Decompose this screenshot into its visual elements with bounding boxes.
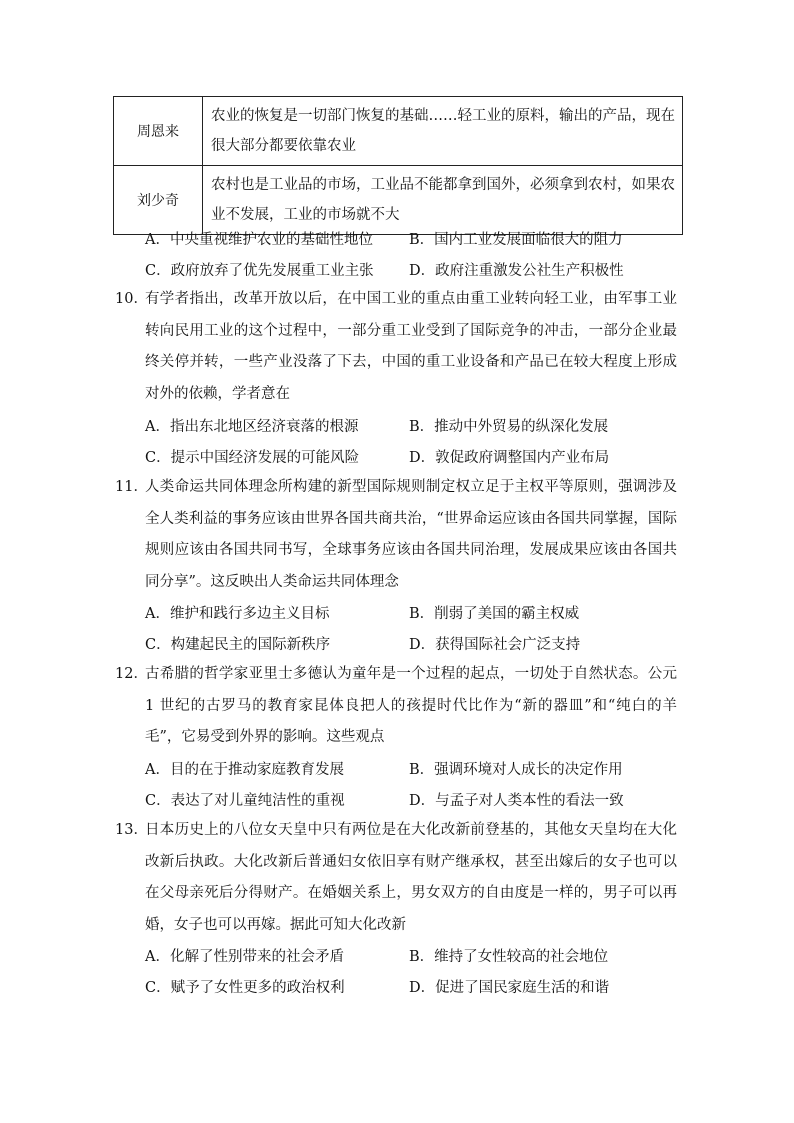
table-row bbox=[114, 166, 683, 235]
q13-option-d: D．促进了国民家庭生活的和谐 bbox=[409, 980, 610, 996]
q11-option-d: D．获得国际社会广泛支持 bbox=[409, 637, 581, 653]
question-stem: 有学者指出，改革开放以后，在中国工业的重点由重工业转向轻工业，由军事工业转向民用工业的这个过程中，一部分重工业受到了国际竞争的冲击，一部分企业最终关停并转，一些产业没落了下去，中国的重工业设备和产品已在较大程度上形成对外的依赖，学者意在 bbox=[145, 291, 677, 402]
question-number: 12． bbox=[115, 666, 148, 682]
q9-option-d: D．政府注重激发公社生产积极性 bbox=[409, 263, 624, 279]
question-12 bbox=[115, 659, 677, 754]
q12-option-b: B．强调环境对人成长的决定作用 bbox=[409, 762, 623, 778]
q13-option-a: A．化解了性别带来的社会矛盾 bbox=[145, 949, 344, 965]
table-quote: 农业的恢复是一切部门恢复的基础……轻工业的原料，输出的产品，现在很大部分都要依靠农业 bbox=[203, 97, 683, 166]
question-number: 11． bbox=[115, 479, 148, 495]
q11-option-b: B．削弱了美国的霸主权威 bbox=[409, 606, 580, 622]
q10-option-d: D．敦促政府调整国内产业布局 bbox=[409, 450, 610, 466]
q13-option-b: B．维持了女性较高的社会地位 bbox=[409, 949, 609, 965]
q10-option-c: C．提示中国经济发展的可能风险 bbox=[145, 450, 360, 466]
question-stem: 古希腊的哲学家亚里士多德认为童年是一个过程的起点，一切处于自然状态。公元 1 世纪的古罗马的教育家昆体良把人的孩提时代比作为“新的器皿”和“纯白的羊毛”，它易受到外界的影响。这些观点 bbox=[145, 666, 677, 745]
quote-table bbox=[113, 96, 683, 235]
question-11 bbox=[115, 472, 677, 598]
q10-option-a: A．指出东北地区经济衰落的根源 bbox=[145, 419, 359, 435]
q9-option-b: B．国内工业发展面临很大的阻力 bbox=[409, 232, 623, 248]
q9-option-a: A．中央重视维护农业的基础性地位 bbox=[145, 232, 373, 248]
q12-option-c: C．表达了对儿童纯洁性的重视 bbox=[145, 793, 345, 809]
q11-option-c: C．构建起民主的国际新秩序 bbox=[145, 637, 331, 653]
q11-option-a: A．维护和践行多边主义目标 bbox=[145, 606, 330, 622]
question-10 bbox=[115, 284, 677, 410]
q13-option-c: C．赋予了女性更多的政治权利 bbox=[145, 980, 345, 996]
table-row bbox=[114, 97, 683, 166]
table-person: 刘少奇 bbox=[114, 166, 203, 235]
q10-option-b: B．推动中外贸易的纵深化发展 bbox=[409, 419, 609, 435]
question-number: 13． bbox=[115, 822, 148, 838]
q9-option-c: C．政府放弃了优先发展重工业主张 bbox=[145, 263, 374, 279]
q12-option-d: D．与孟子对人类本性的看法一致 bbox=[409, 793, 624, 809]
question-13 bbox=[115, 815, 677, 941]
q12-option-a: A．目的在于推动家庭教育发展 bbox=[145, 762, 344, 778]
table-quote: 农村也是工业品的市场，工业品不能都拿到国外，必须拿到农村，如果农业不发展，工业的市场就不大 bbox=[203, 166, 683, 235]
question-number: 10． bbox=[115, 291, 148, 307]
question-stem: 人类命运共同体理念所构建的新型国际规则制定权立足于主权平等原则，强调涉及全人类利益的事务应该由世界各国共商共治，“世界命运应该由各国共同掌握，国际规则应该由各国共同书写，全球事务应该由各国共同治理，发展成果应该由各国共同分享”。这反映出人类命运共同体理念 bbox=[145, 479, 677, 590]
table-person: 周恩来 bbox=[114, 97, 203, 166]
question-stem: 日本历史上的八位女天皇中只有两位是在大化改新前登基的，其他女天皇均在大化改新后执政。大化改新后普通妇女依旧享有财产继承权，甚至出嫁后的女子也可以在父母亲死后分得财产。在婚姻关系上，男女双方的自由度是一样的，男子可以再婚，女子也可以再嫁。据此可知大化改新 bbox=[145, 822, 677, 933]
